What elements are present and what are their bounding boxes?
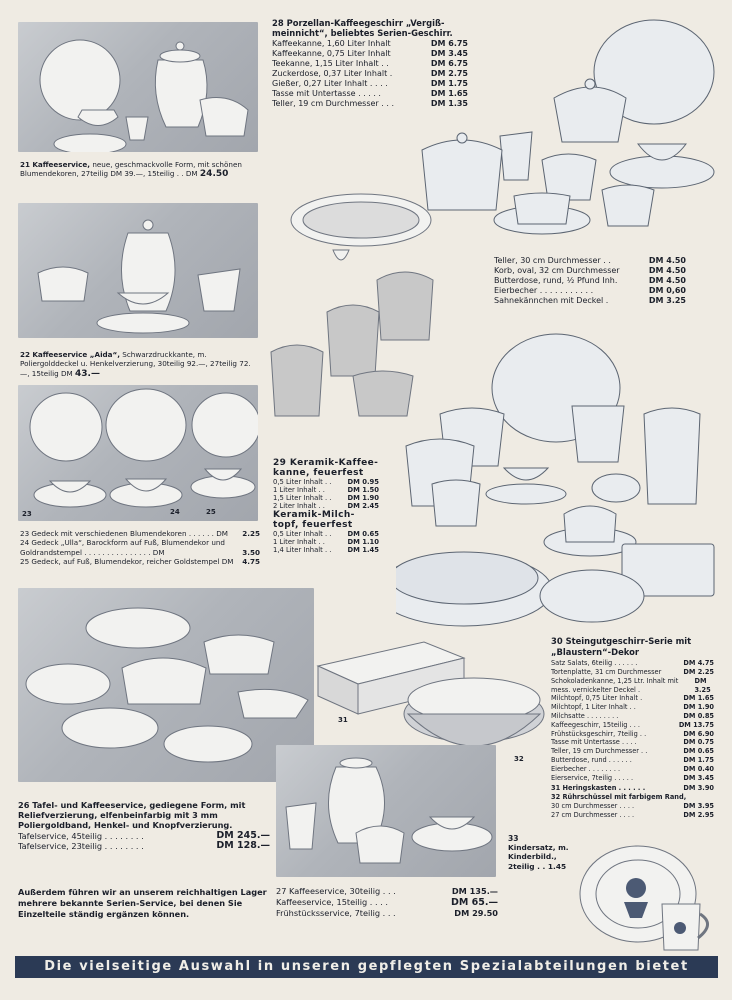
item-30-row: Schokoladenkanne, 1,25 Ltr. Inhalt mit mess. vernickelter Deckel . DM 3.25 (551, 676, 711, 694)
children-set-illustration (576, 838, 720, 956)
caption-item-21 (20, 160, 260, 180)
item-28-extra-row: Sahnekännchen mit Deckel . DM 3.25 (494, 296, 686, 305)
item-29-row: 0,5 Liter Inhalt . . DM 0.95 (273, 478, 379, 486)
item-27-block (276, 886, 498, 919)
photo-item-21 (18, 22, 258, 152)
label-23: 23 (22, 510, 32, 518)
item-22-price: 43.— (75, 368, 100, 379)
item-29-row: 1 Liter Inhalt . . DM 1.10 (273, 538, 379, 546)
label-31: 31 (338, 716, 348, 724)
item-27-row: Frühstücksservice, 7teilig . . . DM 29.50 (276, 908, 498, 918)
item-31-row: 31 Heringskasten . . . . . . DM 3.90 (551, 784, 714, 793)
item-30-row: Eierservice, 7teilig . . . . . DM 3.45 (551, 773, 714, 782)
item-28-row: Teekanne, 1,15 Liter Inhalt . . DM 6.75 (272, 58, 468, 68)
item-26-title: 26 Tafel- und Kaffeeservice, gediegene Form, mit Reliefverzierung, elfenbeinfarbig mit 3 mm Poliergoldband, Henkel- und Knopfverzierung. (18, 800, 246, 831)
item-29-title-pot: 29 Keramik-Kaffee-kanne, feuerfest (273, 458, 379, 478)
label-24: 24 (170, 508, 180, 516)
item-30-row: Eierbecher . . . . . . . . DM 0.40 (551, 764, 714, 773)
item-27-row: Kaffeeservice, 15teilig . . . . DM 65.— (276, 897, 498, 908)
item-30-row: Frühstücksgeschirr, 7teilig . . DM 6.90 (551, 729, 714, 738)
item-30-row: Milchtopf, 0,75 Liter Inhalt . DM 1.65 (551, 694, 714, 703)
item-28-row: Kaffeekanne, 1,60 Liter Inhalt DM 6.75 (272, 38, 468, 48)
store-note: Außerdem führen wir an unserem reichhaltigen Lager mehrere bekannte Serien-Service, bei denen Sie Einzelteile ständig ergänzen können. (18, 887, 267, 919)
label-25: 25 (206, 508, 216, 516)
item-32-row: 27 cm Durchmesser . . . . DM 2.95 (551, 810, 714, 819)
item-28-extra-row: Eierbecher . . . . . . . . . . . DM 0,60 (494, 286, 686, 295)
item-28-title: 28 Porzellan-Kaffeegeschirr „Vergiß-meinnicht“, beliebtes Serien-Geschirr. (272, 18, 453, 39)
blue-star-stoneware-illustration (396, 328, 720, 628)
dinner-service-26-illustration (18, 588, 314, 782)
item-21-desc: neue, geschmackvolle Form, mit schönen Blumendekoren, 27teilig DM 39.—, 15teilig . . DM (20, 160, 242, 179)
item-21-number: 21 (20, 160, 31, 169)
caption-items-23-25 (20, 529, 260, 567)
item-26-row: Tafelservice, 23teilig . . . . . . . . DM 128.— (18, 839, 270, 851)
item-33-number: 33 (508, 834, 519, 843)
item-30-row: Butterdose, rund . . . . . . DM 1.75 (551, 755, 714, 764)
photo-item-26 (18, 588, 314, 782)
item-30-row: Satz Salats, 6teilig . . . . . . DM 4.75 (551, 659, 714, 668)
item-22-name: Kaffeeservice „Aida“, (32, 350, 120, 359)
item-30-row: Tasse mit Untertasse . . . . DM 0.75 (551, 738, 714, 747)
item-29-block (273, 458, 379, 554)
coffee-service-21-illustration (18, 22, 258, 152)
item-26-row: Tafelservice, 45teilig . . . . . . . . DM 245.— (18, 829, 270, 841)
photo-item-22 (18, 203, 258, 338)
item-29-row: 1,4 Liter Inhalt . . DM 1.45 (273, 546, 379, 554)
coffee-service-27-illustration (276, 745, 496, 877)
item-32-row: 30 cm Durchmesser . . . . DM 3.95 (551, 801, 714, 810)
item-30-row: Tortenplatte, 31 cm Durchmesser DM 2.25 (551, 667, 714, 676)
item-26-block (18, 800, 270, 851)
item-33-block (508, 834, 578, 871)
item-30-row: Milchtopf, 1 Liter Inhalt . . DM 1.90 (551, 703, 714, 712)
item-29-row: 0,5 Liter Inhalt . . DM 0.65 (273, 530, 379, 538)
item-28-row: Kaffeekanne, 0,75 Liter Inhalt DM 3.45 (272, 48, 468, 58)
item-33-text: Kindersatz, m. Kinderbild., 2teilig . . 1.45 (508, 843, 569, 871)
item-28-row: Zuckerdose, 0,37 Liter Inhalt . DM 2.75 (272, 68, 468, 78)
photo-item-27 (276, 745, 496, 877)
item-24-row: 24 Gedeck „Ulla“, Barockform auf Fuß, Blumendekor und Goldrandstempel . . . . . . . . . . . . . . . DM 3.50 (20, 538, 260, 557)
item-21-name: Kaffeeservice, (32, 160, 91, 169)
item-27-row: 27 Kaffeeservice, 30teilig . . . DM 135.— (276, 886, 498, 896)
caption-item-22 (20, 350, 260, 379)
place-settings-illustration (18, 385, 258, 521)
item-30-row: Teller, 19 cm Durchmesser . . DM 0.65 (551, 747, 714, 756)
item-29-row: 1 Liter Inhalt . . DM 1.50 (273, 486, 379, 494)
item-30-row: Kaffeegeschirr, 15teilig . . . DM 13.75 (551, 720, 714, 729)
label-32: 32 (514, 755, 524, 763)
item-30-block (551, 636, 714, 820)
item-28-row: Gießer, 0,27 Liter Inhalt . . . . DM 1.75 (272, 78, 468, 88)
item-30-row: Milchsatte . . . . . . . . DM 0.85 (551, 711, 714, 720)
item-28-row: Tasse mit Untertasse . . . . . DM 1.65 (272, 88, 468, 98)
item-29-row: 2 Liter Inhalt . . DM 2.45 (273, 502, 379, 510)
item-28-extra-block (494, 256, 686, 306)
item-25-row: 25 Gedeck, auf Fuß, Blumendekor, reicher Goldstempel DM 4.75 (20, 557, 260, 567)
item-23-row: 23 Gedeck mit verschiedenen Blumendekoren . . . . . . DM 2.25 (20, 529, 260, 538)
footer-banner: Die vielseitige Auswahl in unseren gepflegten Spezialabteilungen bietet (15, 956, 718, 978)
item-22-number: 22 (20, 350, 31, 359)
item-22-desc: Schwarzdruckkante, m. Poliergolddeckel u. Henkelverzierung, 30teilig 92.—, 27teilig 72.—, 15teilig DM (20, 350, 251, 378)
item-21-price: 24.50 (199, 169, 229, 180)
item-30-title: 30 Steingutgeschirr-Serie mit „Blaustern“-Dekor (551, 636, 692, 657)
item-32-row: 32 Rührschüssel mit farbigem Rand, (551, 793, 687, 802)
item-28-extra-row: Butterdose, rund, ½ Pfund Inh. DM 4.50 (494, 276, 686, 285)
photo-items-23-25 (18, 385, 258, 521)
item-28-extra-row: Teller, 30 cm Durchmesser . . DM 4.50 (494, 256, 686, 265)
item-28-row: Teller, 19 cm Durchmesser . . . DM 1.35 (272, 98, 468, 108)
item-29-row: 1,5 Liter Inhalt . . DM 1.90 (273, 494, 379, 502)
item-28-extra-row: Korb, oval, 32 cm Durchmesser DM 4.50 (494, 266, 686, 275)
coffee-service-22-illustration (18, 203, 258, 338)
item-29-title-milk: Keramik-Milch-topf, feuerfest (273, 510, 355, 530)
